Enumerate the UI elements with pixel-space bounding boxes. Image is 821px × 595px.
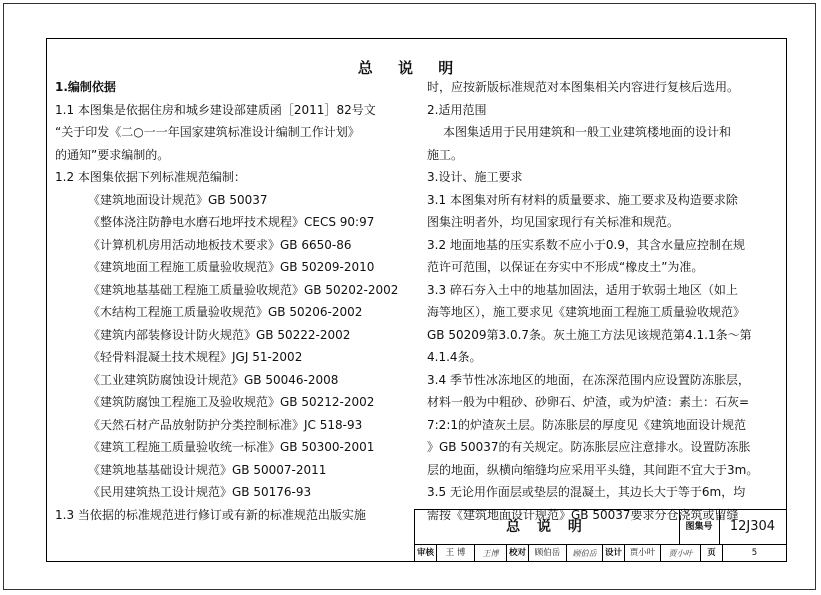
- design-name: 贾小叶: [625, 545, 661, 562]
- text-line: 》GB 50037的有关规定。防冻胀层应注意排水。设置防冻胀: [427, 440, 751, 454]
- text-line: 时，应按新版标准规范对本图集相关内容进行复核后选用。: [427, 80, 740, 94]
- check-name: 顾伯岳: [529, 545, 567, 562]
- review-name: 王 博: [437, 545, 475, 562]
- text-line: 《建筑地基基础工程施工质量验收规范》GB 50202-2002: [88, 282, 399, 297]
- text-line: 3.1 本图集对所有材料的质量要求、施工要求及构造要求除: [427, 192, 738, 207]
- text-line: 4.1.4条。: [427, 350, 482, 364]
- title-block-top-row: [415, 510, 786, 545]
- text-line: 《工业建筑防腐蚀设计规范》GB 50046-2008: [88, 372, 339, 387]
- text-line: 施工。: [427, 147, 464, 162]
- text-line: 7:2:1的炉渣灰土层。防冻胀层的厚度见《建筑地面设计规范: [427, 417, 746, 432]
- right-column: [427, 76, 777, 526]
- text-line: 3.4 季节性冰冻地区的地面，在冻深范围内应设置防冻胀层，: [427, 372, 750, 387]
- text-line: 材料一般为中粗砂、砂卵石、炉渣，或为炉渣：素土：石灰=: [427, 395, 750, 409]
- text-line: 《建筑工程施工质量验收统一标准》GB 50300-2001: [88, 440, 375, 454]
- left-column: [55, 76, 400, 526]
- atlas-number: 12J304: [729, 519, 776, 534]
- text-line: 范许可范围，以保证在夯实中不形成“橡皮土”为准。: [427, 260, 704, 274]
- text-line: 海等地区），施工要求见《建筑地面工程施工质量验收规范》: [427, 305, 746, 319]
- text-line: 3.设计、施工要求: [427, 170, 523, 184]
- text-line: 图集注明者外，均见国家现行有关标准和规范。: [427, 215, 680, 229]
- design-label: 设计: [603, 545, 625, 562]
- text-line: 《整体浇注防静电水磨石地坪技术规程》CECS 90:97: [88, 215, 375, 229]
- text-line: 《民用建筑热工设计规范》GB 50176-93: [88, 485, 312, 499]
- text-line: 3.5 无论用作面层或垫层的混凝土，其边长大于等于6m，均: [427, 485, 746, 499]
- atlas-number-label: 图集号: [679, 510, 720, 544]
- text-line: 《木结构工程施工质量验收规范》GB 50206-2002: [88, 305, 363, 319]
- text-line: 1.编制依据: [55, 80, 116, 94]
- text-line: GB 50209第3.0.7条。灰土施工方法见该规范第4.1.1条～第: [427, 327, 752, 342]
- text-line: “关于印发《二○一一年国家建筑标准设计编制工作计划》: [55, 125, 360, 139]
- page-label: 页: [701, 545, 723, 562]
- design-signature: 贾小叶: [661, 545, 701, 562]
- text-line: 3.3 碎石夯入土中的地基加固法，适用于软弱土地区（如上: [427, 282, 738, 297]
- text-line: 《建筑地面设计规范》GB 50037: [88, 192, 268, 207]
- text-line: 2.适用范围: [427, 102, 487, 117]
- text-line: 《建筑防腐蚀工程施工及验收规范》GB 50212-2002: [88, 395, 375, 409]
- text-line: 《建筑地面工程施工质量验收规范》GB 50209-2010: [88, 260, 375, 274]
- text-line: 层的地面，纵横向缩缝均应采用平头缝，其间距不宜大于3m。: [427, 462, 759, 477]
- text-line: 《天然石材产品放射防护分类控制标准》JC 518-93: [88, 417, 363, 432]
- title-block: [414, 509, 787, 562]
- text-line: 需按《建筑地面设计规范》GB 50037要求分仓浇筑或留缝: [427, 507, 739, 522]
- text-line: 《建筑地基基础设计规范》GB 50007-2011: [88, 462, 327, 477]
- page-number: 5: [751, 548, 758, 558]
- text-line: 3.2 地面地基的压实系数不应小于0.9，其含水量应控制在规: [427, 237, 745, 252]
- text-line: 《建筑内部装修设计防火规范》GB 50222-2002: [88, 327, 351, 342]
- title-block-signature-row: [415, 545, 786, 562]
- text-line: 的通知”要求编制的。: [55, 147, 170, 162]
- text-line: 1.2 本图集依据下列标准规范编制：: [55, 170, 246, 184]
- review-signature: 王博: [475, 545, 507, 562]
- check-signature: 顾伯岳: [567, 545, 603, 562]
- page-title: 总 说 明: [357, 59, 464, 77]
- text-line: 《轻骨料混凝土技术规程》JGJ 51-2002: [88, 350, 303, 364]
- review-label: 审核: [415, 545, 437, 562]
- text-line: 1.1 本图集是依据住房和城乡建设部建质函［2011］82号文: [55, 102, 376, 117]
- check-label: 校对: [507, 545, 529, 562]
- title-block-title: 总 说 明: [415, 510, 680, 544]
- text-line: 《计算机机房用活动地板技术要求》GB 6650-86: [88, 237, 352, 252]
- text-line: 1.3 当依据的标准规范进行修订或有新的标准规范出版实施: [55, 507, 366, 522]
- text-line: 本图集适用于民用建筑和一般工业建筑楼地面的设计和: [443, 125, 732, 139]
